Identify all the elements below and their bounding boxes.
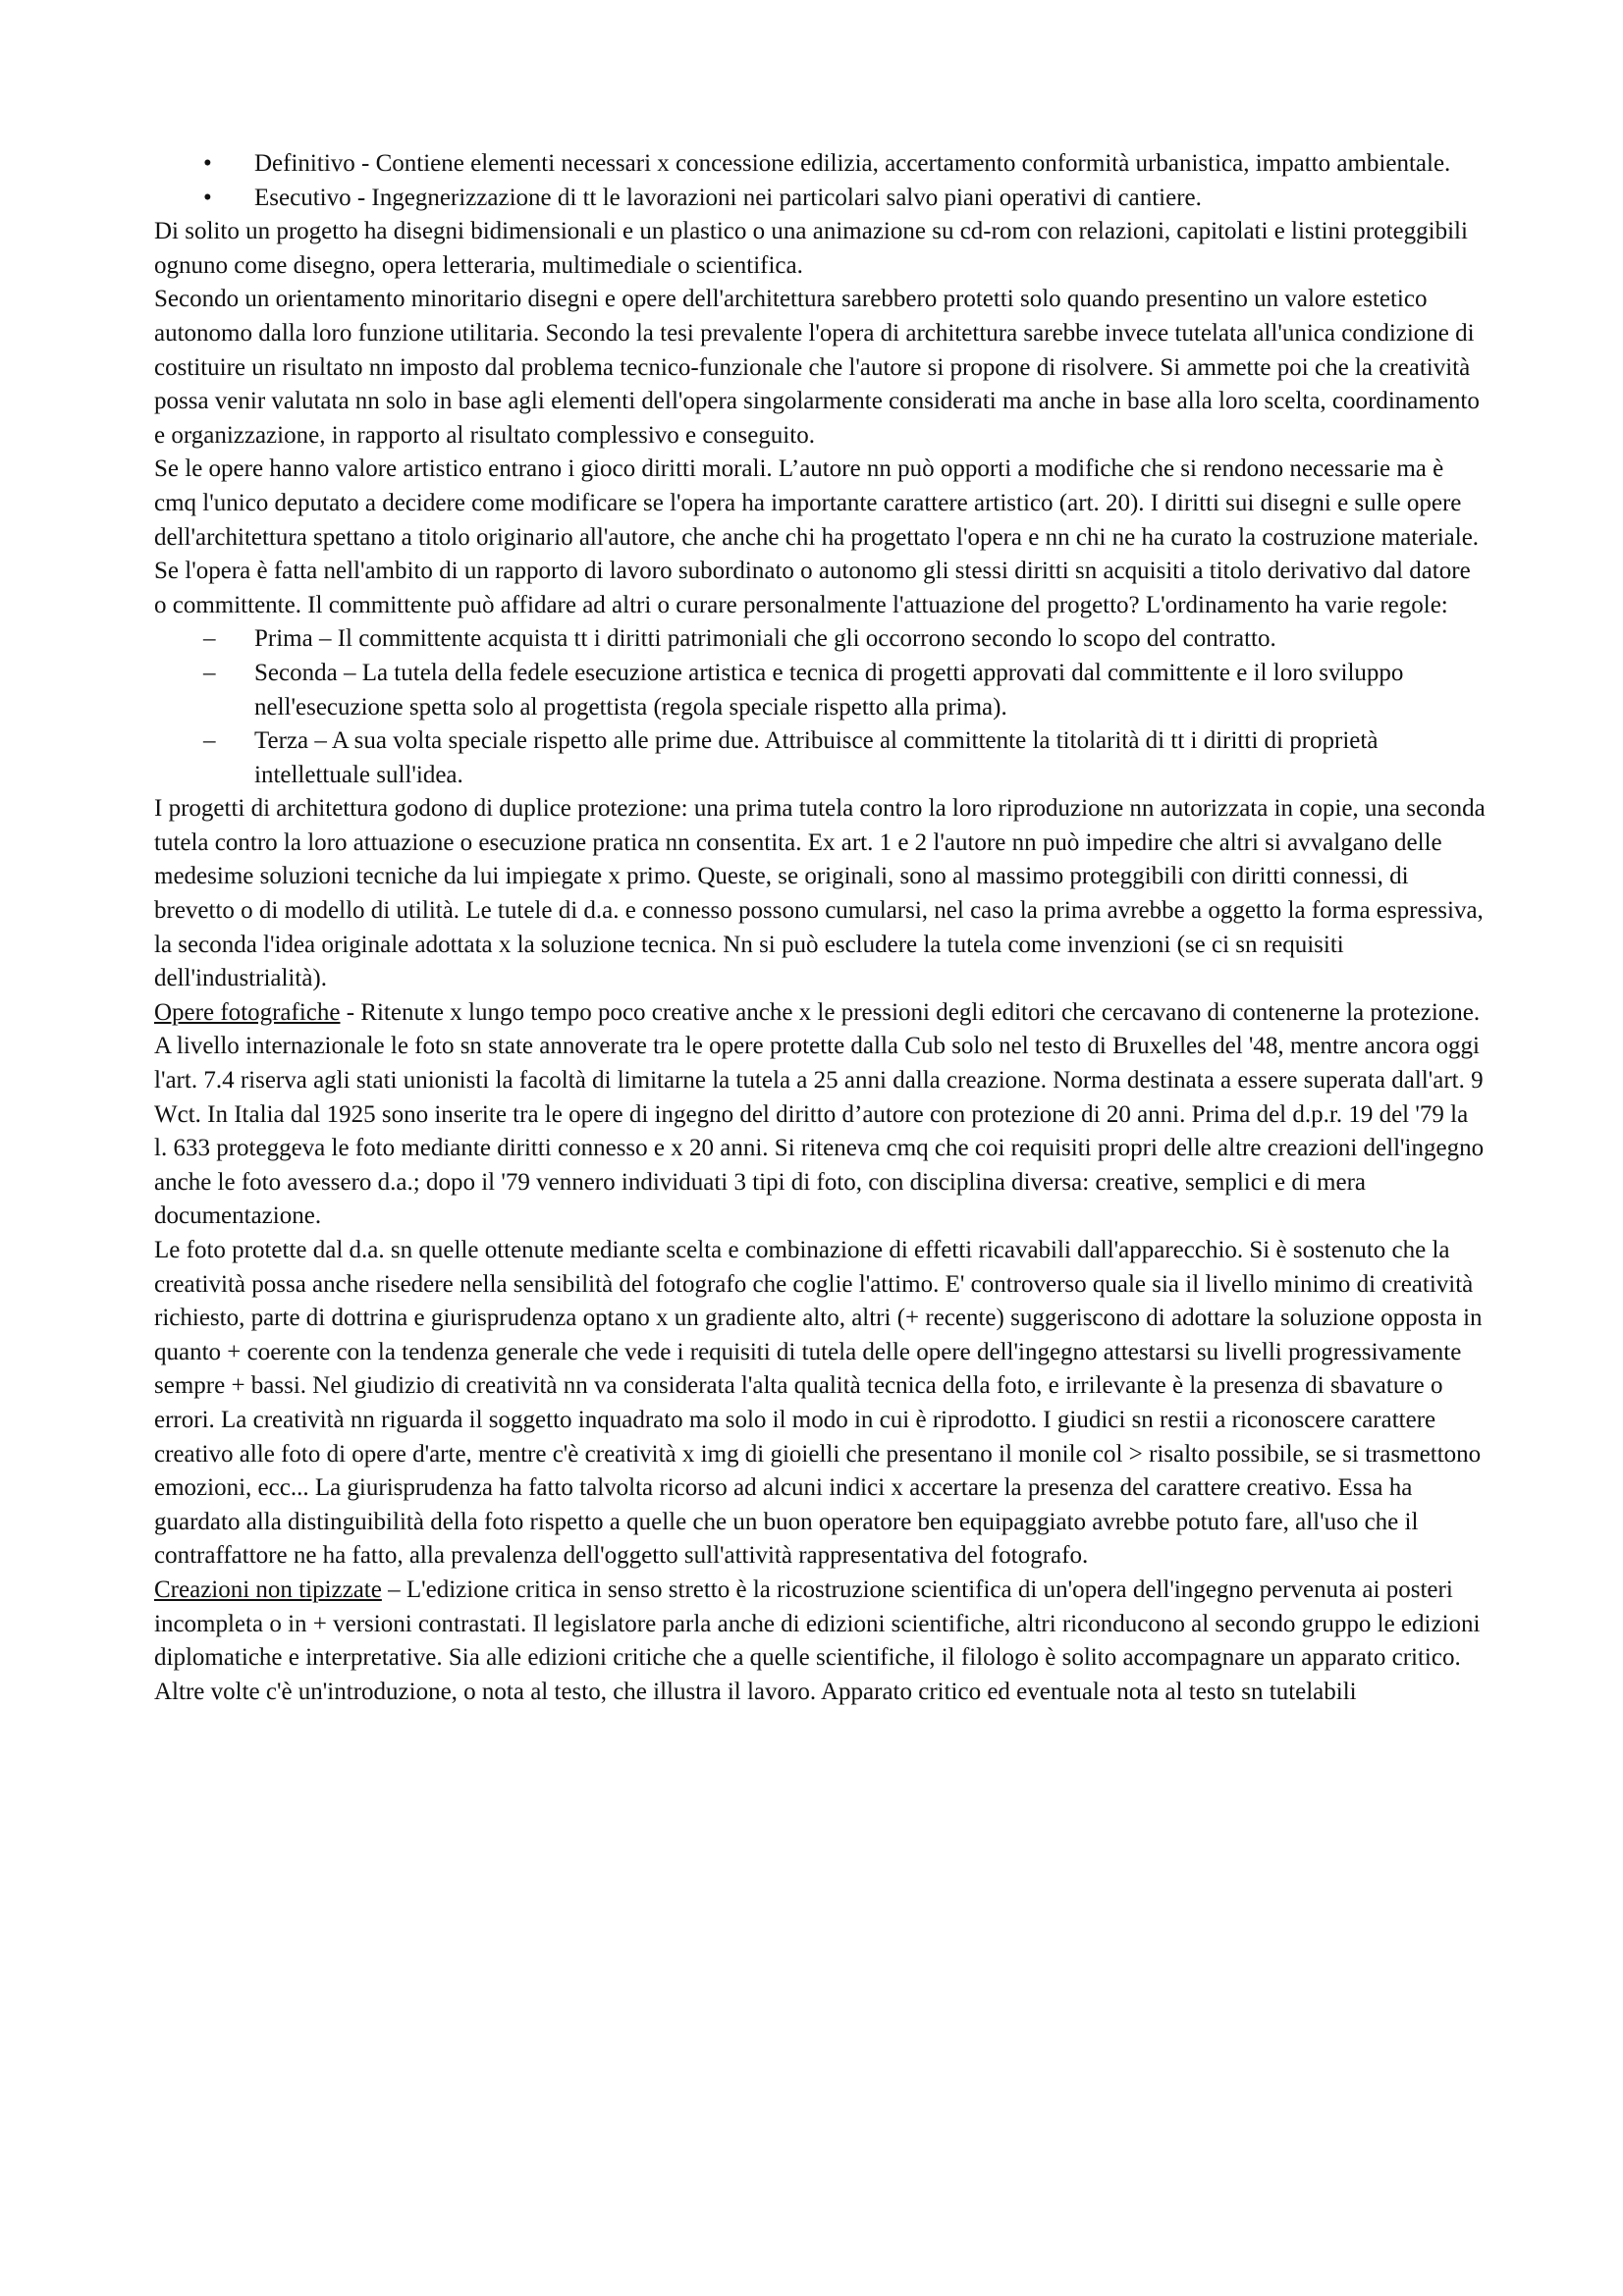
dash-marker: – <box>203 625 216 653</box>
paragraph: Secondo un orientamento minoritario disegni e opere dell'architettura sarebbero protetti solo quando presentino un valore estetico autonomo dalla loro funzione utilitaria. Secondo la tesi prevalente l'opera di architettura sarebbe invece tutelata all'unica condizione di costituire un risultato nn imposto dal problema tecnico-funzionale che l'autore si propone di risolvere. Si ammette poi che la creatività possa venir valutata nn solo in base agli elementi dell'opera singolarmente considerati ma anche in base alla loro scelta, coordinamento e organizzazione, in rapporto al risultato complessivo e conseguito. <box>154 286 1480 449</box>
bullet-marker: • <box>203 150 212 177</box>
rule-item <box>154 724 1486 792</box>
paragraph: Se le opere hanno valore artistico entrano i gioco diritti morali. L’autore nn può opporti a modifiche che si rendono necessarie ma è cmq l'unico deputato a decidere come modificare se l'opera ha importante carattere artistico (art. 20). I diritti sui disegni e sulle opere dell'architettura spettano a titolo originario all'autore, che anche chi ha progettato l'opera e nn chi ne ha curato la costruzione materiale. Se l'opera è fatta nell'ambito di un rapporto di lavoro subordinato o autonomo gli stessi diritti sn acquisiti a titolo derivativo dal datore o committente. Il committente può affidare ad altri o curare personalmente l'attuazione del progetto? L'ordinamento ha varie regole: <box>154 455 1480 618</box>
bullet-item <box>154 182 1486 216</box>
paragraph: Le foto protette dal d.a. sn quelle ottenute mediante scelta e combinazione di effetti ricavabili dall'apparecchio. Si è sostenuto che la creatività possa anche risedere nella sensibilità del fotografo che coglie l'attimo. E' controverso quale sia il livello minimo di creatività richiesto, parte di dottrina e giurisprudenza optano x un gradiente alto, altri (+ recente) suggeriscono di adottare la soluzione opposta in quanto + coerente con la tendenza generale che vede i requisiti di tutela delle opere dell'ingegno attestarsi su livelli progressivamente sempre + bassi. Nel giudizio di creatività nn va considerata l'alta qualità tecnica della foto, e irrilevante è la presenza di sbavature o errori. La creatività nn riguarda il soggetto inquadrato ma solo il modo in cui è riprodotto. I giudici sn restii a riconoscere carattere creativo alle foto di opere d'arte, mentre c'è creatività x img di gioielli che presentano il monile col > risalto possibile, se si trasmettono emozioni, ecc... La giurisprudenza ha fatto talvolta ricorso ad alcuni indici x accertare la presenza del carattere creativo. Essa ha guardato alla distinguibilità della foto rispetto a quelle che un buon operatore ben equipaggiato avrebbe potuto fare, all'uso che il contraffattore ne ha fatto, alla prevalenza dell'oggetto sull'attività rappresentativa del fotografo. <box>154 1237 1483 1570</box>
bullet-text: Definitivo - Contiene elementi necessari x concessione edilizia, accertamento conformità urbanistica, impatto ambientale. <box>254 150 1451 177</box>
bullet-item <box>154 147 1486 182</box>
dash-marker: – <box>203 727 216 755</box>
paragraph: I progetti di architettura godono di duplice protezione: una prima tutela contro la loro riproduzione nn autorizzata in copie, una seconda tutela contro la loro attuazione o esecuzione pratica nn consentita. Ex art. 1 e 2 l'autore nn può impedire che altri si avvalgano delle medesime soluzioni tecniche da lui impiegate x primo. Queste, se originali, sono al massimo proteggibili con diritti connessi, di brevetto o di modello di utilità. Le tutele di d.a. e connesso possono cumularsi, nel caso la prima avrebbe a oggetto la forma espressiva, la seconda l'idea originale adottata x la soluzione tecnica. Nn si può escludere la tutela come invenzioni (se ci sn requisiti dell'industrialità). <box>154 795 1486 992</box>
rule-item <box>154 622 1486 657</box>
section-heading: Creazioni non tipizzate <box>154 1575 382 1603</box>
paragraph-text: – L'edizione critica in senso stretto è la ricostruzione scientifica di un'opera dell'ingegno pervenuta ai posteri incompleta o in + versioni contrastati. Il legislatore parla anche di edizioni scientifiche, altri riconducono al secondo gruppo le edizioni diplomatiche e interpretative. Sia alle edizioni critiche che a quelle scientifiche, il filologo è solito accompagnare un apparato critico. Altre volte c'è un'introduzione, o nota al testo, che illustra il lavoro. Apparato critico ed eventuale nota al testo sn tutelabili <box>154 1575 1481 1705</box>
bullet-marker: • <box>203 184 212 211</box>
rule-text: Terza – A sua volta speciale rispetto alle prime due. Attribuisce al committente la titolarità di tt i diritti di proprietà intellettuale sull'idea. <box>254 727 1379 788</box>
paragraph-text: - Ritenute x lungo tempo poco creative anche x le pressioni degli editori che cercavano di contenerne la protezione. A livello internazionale le foto sn state annoverate tra le opere protette dalla Cub solo nel testo di Bruxelles del '48, mentre ancora oggi l'art. 7.4 riserva agli stati unionisti la facoltà di limitarne la tutela a 25 anni dalla creazione. Norma destinata a essere superata dall'art. 9 Wct. In Italia dal 1925 sono inserite tra le opere di ingegno del diritto d’autore con protezione di 20 anni. Prima del d.p.r. 19 del '79 la l. 633 proteggeva le foto mediante diritti connesso e x 20 anni. Si riteneva cmq che coi requisiti propri delle altre creazioni dell'ingegno anche le foto avessero d.a.; dopo il '79 vennero individuati 3 tipi di foto, con disciplina diversa: creative, semplici e di mera documentazione. <box>154 998 1485 1230</box>
bullet-text: Esecutivo - Ingegnerizzazione di tt le lavorazioni nei particolari salvo piani operativi di cantiere. <box>254 184 1202 211</box>
rule-text: Prima – Il committente acquista tt i diritti patrimoniali che gli occorrono secondo lo scopo del contratto. <box>254 625 1276 653</box>
document-page <box>154 147 1486 1709</box>
dash-marker: – <box>203 659 216 686</box>
paragraph: Di solito un progetto ha disegni bidimensionali e un plastico o una animazione su cd-rom con relazioni, capitolati e listini proteggibili ognuno come disegno, opera letteraria, multimediale o scientifica. <box>154 218 1468 279</box>
rule-text: Seconda – La tutela della fedele esecuzione artistica e tecnica di progetti approvati dal committente e il loro sviluppo nell'esecuzione spetta solo al progettista (regola speciale rispetto alla prima). <box>254 659 1404 721</box>
rule-item <box>154 657 1486 724</box>
section-heading: Opere fotografiche <box>154 998 341 1026</box>
paragraph-opere-fotografiche <box>154 996 1486 1234</box>
paragraph-creazioni-non-tipizzate <box>154 1574 1486 1709</box>
